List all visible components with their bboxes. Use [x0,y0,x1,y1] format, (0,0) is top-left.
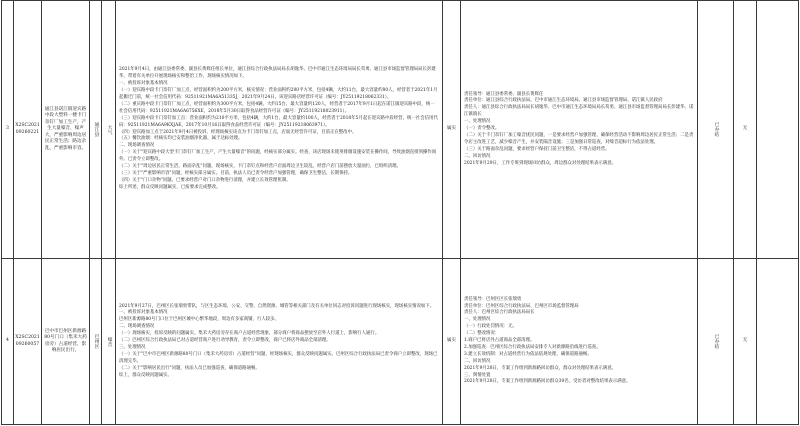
complaint-table [1,0,799,425]
verification-status: 属实 [443,1,461,259]
issue-type: 大气 [102,1,116,259]
row-index: 3 [2,1,14,259]
handling-result: 责任领导：巴州区区长张瑞勇 责任单位：巴州区综合行政执法局、巴州区市场监督管理局 责任人：巴州区综合行政执法局局长 一、处理情况 （一）行政处罚情况：无。 （二）整改情况： 1.商户已将店外占道商品全部清理。 2.加强巡查：巴州区综合行政执法局安排专人对新源路沿线进行巡查。 3.建立长效机制：对占道经营行为依法依规处理，确保道路通畅。 二、回访情况 2021年9月28日，专案工作组到新源路回访群众，群众对处理结果表示满意。 三、舆情处置 2021年9月28日，专案工作组到新源路回访群众30名，受访者对整改结果表示满意。 [461,259,698,425]
verification-status: 属实 [443,259,461,425]
remarks [757,1,799,259]
case-id: X2SC202109260057 [14,259,42,425]
issue-description: 通江县诺江镇迎宾路中段大塑料一楼卡门奈钉厂加工生产，产生大量噪音，噪声大，严重影响周边居民正常生活；路边杂乱，严重影响市容。 [42,1,90,259]
table-row [2,259,799,425]
completion-status: 已办结 [698,1,734,259]
issue-type: 噪音 [102,259,116,425]
accountability: 无 [734,259,757,425]
remarks [757,259,799,425]
case-id: X2SC202109260221 [14,1,42,259]
accountability: 无 [734,1,757,259]
district: 巴州区 [90,259,102,425]
issue-description: 巴中市巴州区新源路80号门口（集禾大药房旁）占道经营，影响居民出行。 [42,259,90,425]
table-row [2,1,799,259]
row-index: 4 [2,259,14,425]
district: 通江县 [90,1,102,259]
investigation-detail: 2021年9月4日，由通江县委常委、副县长黄辉任组长单位，通江县综合行政执法局局长胡逸华、巴中市通江生态环境局局长苟勇、通江县市场监督管理局局长彭建华，带着有关单位开展现场核实和整治工作，现场核实情况如下。 一、被投诉对象基本情况 （一）迎宾路中段卡门奈钉厂加工点，经营面积约为200平方米，核实情况：营业面积约200平方米，包括4辆，大约11台，最大容量约80人，经营者于2021年1月起搬迁门前，统一社会信用代码：92511921MA6A51335J，2021年9月24日，该迎宾路店经营许可证（编号：JY25119218062331）。 （二）重庆路中段卡门奈钉厂加工点，经营面积约为300平方米，包括4辆，大约15台，最大容量约120人，经营者于2017年9月1日起在诺江镇迎宾路中段，统一社会信用代码：92511921MA6A6756XE，2018年5月30日取得食品经营许可证（编号：JY25119218023911）。 （三）迎宾路中段卡门奈钉加工点：营业面积约为210平方米，包括4辆，大约1台，最大容量约100人，经营者于2018年5月起在迎宾路中段经营，统一社会信用代码：92511921MA6A9KXJAE，2017年10月16日取得食品经营许可证（编号：JY25119218063971）。 （四）迎宾路加工点于2021年9月4日被投诉，经现场核实该点为卡门奈钉加工点，店面无经营许可证，目前正在整改中。 （五）餐饮油烟：经核实均已安装油烟净化器，属于达标处理。 二、现场调查情况 （一）关于"迎宾路中段大型卡门奈钉厂加工生产，产生大量噪音"的问题，经核实部分属实。经查，该店现场未使用排烟设施安装在操作间，导致油烟直排到操作间外。已责令立即整改。 （二）关于"周边居民正常生活，路面杂乱"问题，现场核实，卡门奈钉点和经营户店面周边卫生较乱，经营户店门前摆放大量油污，已组织清理。 （三）关于"严重影响市容"问题，经核实部分属实。目前，执法人员已责令经营户加强管理，确保卫生整洁，长期保持。 （四）关于"门口杂物"问题。已要求经营户对门口杂物进行清理，并建立长效管理机制。 综上所述，群众反映问题属实，已按要求完成整改。 [116,1,443,259]
investigation-detail: 2021年9月27日，巴州区长张瑞勇带队，与区生态环境、公安、交警、自然资源、城管等相关部门及有关单位同志对投诉问题进行现场核实，现场核实情况如下。 一、被投诉对象基本情况 巴州区新源路80号门口位于巴州区城中心繁华地段，周边有多家商铺，行人较多。 二、现场调查情况 （一）现场核实，投诉反映的问题属实。集禾大药房旁存在商户占道经营现象，部分商户将商品摆放至店外人行道上，影响行人通行。 （二）巴州区综合行政执法局已对占道经营商户进行劝导教育，责令立即整改，商户已将店外商品全部清理。 三、处理情况 （一）关于"巴中市巴州区新源路80号门口（集禾大药房旁）占道经营"问题，经现场核实，群众反映问题属实。巴州区综合行政执法局已责令商户立即整改，现场已清理完毕。 （二）关于"影响居民出行"问题，执法人员已加强巡查，确保道路通畅。 综上，群众反映问题属实。 [116,259,443,425]
handling-result: 责任领导：通江县委常委、副县长黄辉任 责任单位：通江县综合行政执法局、巴中市通江生态环境局、通江县市场监督管理局、诺江镇人民政府 责任人：通江县综合行政执法局局长胡逸华、巴中市通江生态环境局局长苟勇、通江县市场监督管理局局长彭建华、诺江镇镇长 一、处理情况 （一）责令整改。 （二）关于卡门奈钉厂加工噪音扰民问题，一是要求经营户加强管理，确保经营活动不影响周边居民正常生活；二是责令店主改进工艺，减少噪音产生，并安装隔音设施；三是加强日常巡查，对噪音超标行为依法处理。 （三）关于路面杂乱问题，要求经营户保持门前卫生整洁，不得占道经营。 二、回访情况 2021年9月29日，工作专班到现场回访群众，周边群众对处理结果表示满意。 [461,1,698,259]
completion-status: 已办结 [698,259,734,425]
